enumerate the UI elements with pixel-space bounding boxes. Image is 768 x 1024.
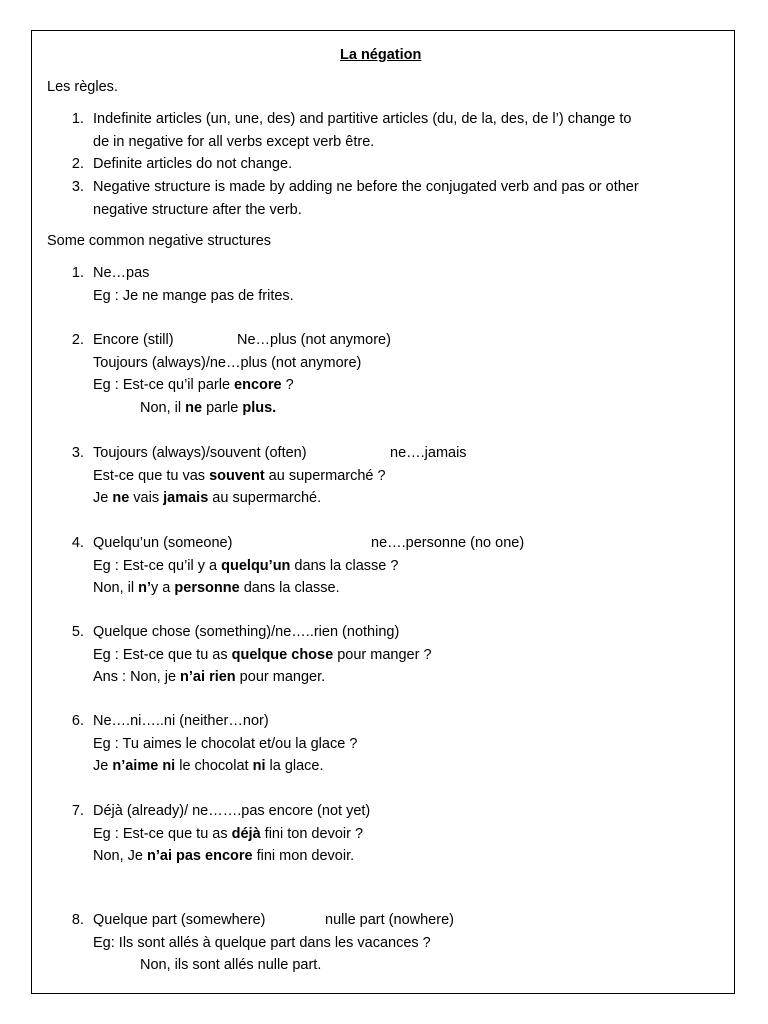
page-title: La négation — [340, 47, 422, 63]
text-segment: Est-ce que tu vas — [93, 467, 210, 484]
rules-heading: Les règles. — [47, 79, 118, 95]
text-segment: Ne…pas — [93, 265, 150, 281]
bold-text: rien — [209, 669, 236, 685]
rule-text-line: de in negative for all verbs except verb être. — [93, 133, 375, 150]
text-segment: parle — [202, 399, 243, 416]
text-segment: Non, il — [93, 580, 139, 596]
rule-number: 3. — [71, 179, 84, 195]
bold-text: jamais — [163, 490, 209, 506]
structure-example-line — [93, 467, 386, 485]
text-segment: Toujours (always)/ne…plus (not anymore) — [93, 354, 362, 371]
text-segment: Non, ils sont allés nulle part. — [140, 957, 322, 973]
text-segment: Je — [93, 758, 113, 774]
structure-negative-form: Ne…plus (not anymore) — [237, 332, 391, 348]
structure-heading — [93, 802, 370, 820]
structure-example-line — [93, 354, 361, 372]
bold-text: n’ai — [180, 669, 206, 685]
structure-example-line — [140, 956, 321, 974]
rule-number: 2. — [71, 156, 84, 172]
bold-text: déjà — [231, 825, 261, 842]
text-segment: Quelque chose (something)/ne…..rien (nothing) — [93, 624, 400, 640]
text-segment: Toujours (always)/souvent (often) — [93, 445, 307, 461]
structure-example-line — [93, 735, 357, 753]
bold-text: quelque chose — [231, 646, 334, 663]
bold-text: personne — [174, 580, 240, 596]
text-segment: la glace. — [265, 758, 324, 774]
structure-number: 4. — [71, 535, 84, 551]
structure-heading — [93, 911, 265, 929]
structure-negative-form: ne….jamais — [390, 445, 467, 461]
structure-example-line — [93, 557, 398, 575]
text-segment: fini ton devoir ? — [260, 825, 364, 842]
text-segment: Eg : Est-ce que tu as — [93, 825, 232, 842]
structure-example-line — [93, 847, 354, 865]
text-segment: Non, Je — [93, 848, 147, 864]
bold-text: encore — [234, 377, 282, 393]
rule-text-line: negative structure after the verb. — [93, 201, 302, 218]
bold-text: ni — [162, 758, 176, 774]
structure-heading — [93, 331, 174, 349]
bold-text: n’ai — [147, 848, 172, 864]
bold-text: n’ — [138, 580, 152, 596]
bold-text: ni — [252, 758, 266, 774]
rule-number: 1. — [71, 111, 84, 127]
text-segment: pour manger ? — [333, 646, 432, 663]
text-segment: au supermarché ? — [264, 467, 386, 484]
bold-text: ne — [112, 490, 130, 506]
structure-example-line — [93, 287, 294, 305]
text-segment: Ans : Non, je — [93, 669, 181, 685]
structure-example-line — [93, 579, 340, 597]
text-segment: Quelqu’un (someone) — [93, 535, 233, 551]
structure-example-line — [93, 646, 432, 664]
bold-text: n’aime — [112, 758, 159, 774]
structure-heading — [93, 264, 149, 282]
text-segment: Eg : Je ne mange pas de frites. — [93, 287, 294, 304]
rule-text-line: Negative structure is made by adding ne before the conjugated verb and pas or other — [93, 179, 639, 195]
text-segment: Eg: Ils sont allés à quelque part dans les vacances ? — [93, 934, 431, 951]
text-segment: dans la classe. — [239, 580, 340, 596]
structure-example-line — [93, 934, 431, 952]
bold-text: pas encore — [176, 848, 253, 864]
text-segment: Ne….ni…..ni (neither…nor) — [93, 713, 269, 729]
text-segment: vais — [129, 490, 164, 506]
text-segment: Eg : Est-ce que tu as — [93, 646, 232, 663]
bold-text: quelqu’un — [221, 557, 291, 574]
structure-heading — [93, 444, 307, 462]
rule-text-line: Indefinite articles (un, une, des) and partitive articles (du, de la, des, de l’) change to — [93, 111, 632, 127]
text-segment: au supermarché. — [208, 490, 322, 506]
structure-number: 6. — [71, 713, 84, 729]
structure-number: 5. — [71, 624, 84, 640]
structure-heading — [93, 712, 269, 730]
structure-example-line — [93, 757, 324, 775]
text-segment: Quelque part (somewhere) — [93, 912, 266, 928]
structure-number: 1. — [71, 265, 84, 281]
text-segment: Je — [93, 490, 113, 506]
structure-example-line — [93, 489, 321, 507]
text-segment: Eg : Tu aimes le chocolat et/ou la glace ? — [93, 735, 358, 752]
structure-heading — [93, 534, 232, 552]
structure-negative-form: ne….personne (no one) — [371, 535, 525, 551]
structure-example-line — [140, 399, 276, 417]
structures-heading: Some common negative structures — [47, 233, 272, 249]
text-segment: Déjà (already)/ ne…….pas encore (not yet) — [93, 803, 371, 819]
text-segment: dans la classe ? — [290, 557, 399, 574]
structure-number: 2. — [71, 332, 84, 348]
text-segment: Eg : Est-ce qu’il y a — [93, 557, 222, 574]
structure-example-line — [93, 668, 325, 686]
text-segment: Encore (still) — [93, 332, 174, 348]
structure-number: 3. — [71, 445, 84, 461]
text-segment: Non, il — [140, 399, 186, 416]
bold-text: ne — [185, 399, 203, 416]
structure-negative-form: nulle part (nowhere) — [325, 912, 454, 928]
text-segment: le chocolat — [175, 758, 253, 774]
text-segment: fini mon devoir. — [252, 848, 355, 864]
text-segment: ? — [281, 377, 294, 393]
rule-text-line: Definite articles do not change. — [93, 156, 293, 172]
structure-number: 8. — [71, 912, 84, 928]
structure-example-line — [93, 376, 294, 394]
text-segment: y a — [151, 580, 175, 596]
bold-text: souvent — [209, 467, 265, 484]
structure-number: 7. — [71, 803, 84, 819]
structure-example-line — [93, 825, 363, 843]
text-segment: pour manger. — [235, 669, 326, 685]
text-segment: Eg : Est-ce qu’il parle — [93, 377, 235, 393]
bold-text: plus. — [242, 399, 277, 416]
structure-heading — [93, 623, 399, 641]
